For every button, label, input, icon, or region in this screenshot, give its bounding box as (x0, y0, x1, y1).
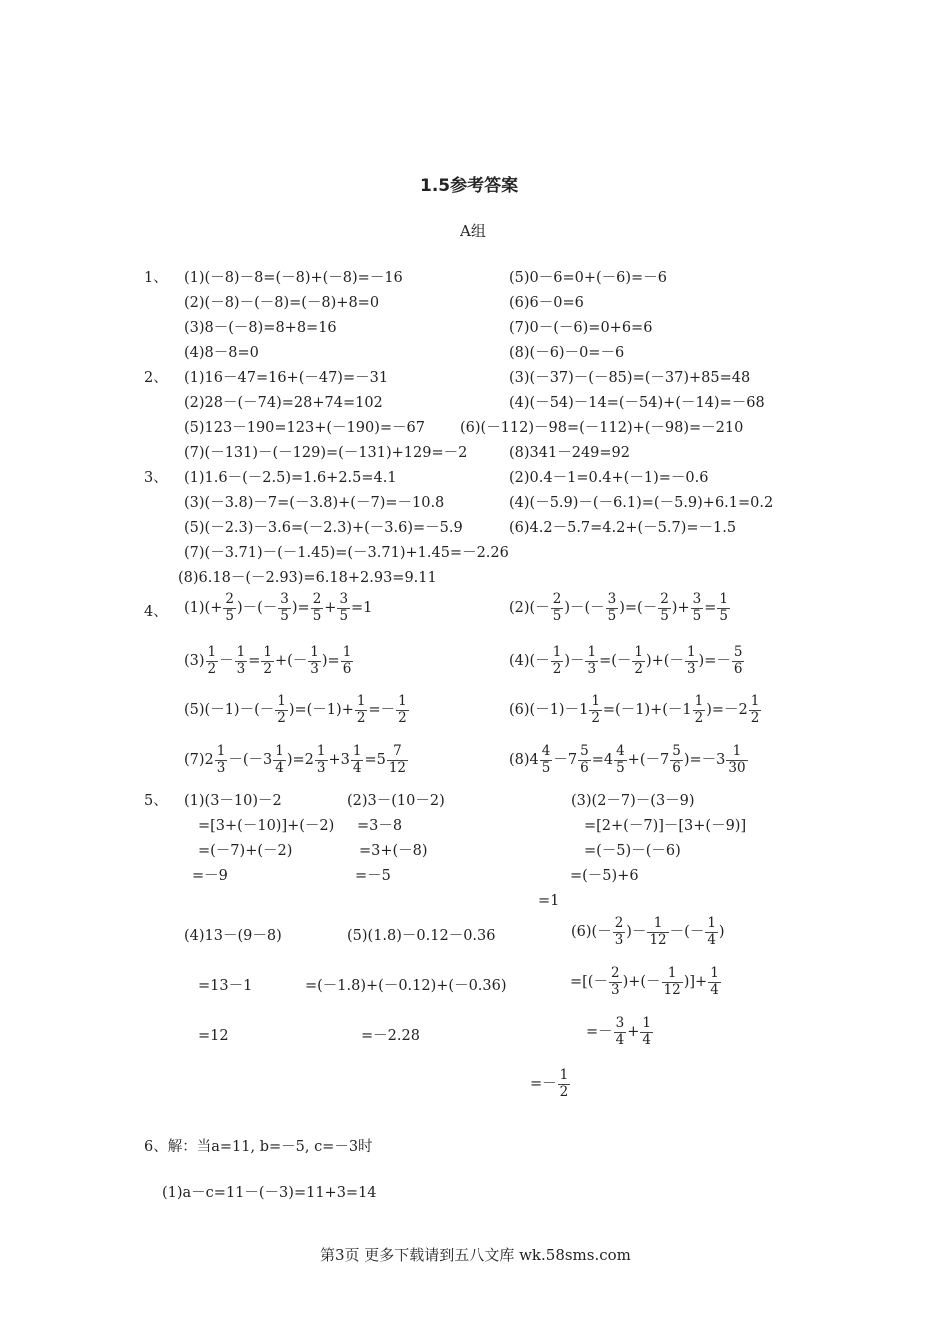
fraction: $\frac{1}{3}$ (216, 743, 226, 776)
q5-3-line-4: =(－5)+6 (570, 868, 639, 884)
q2-answer-4: (4)(－54)－14=(－54)+(－14)=－68 (509, 395, 765, 411)
fraction: $\frac{5}{6}$ (733, 644, 743, 677)
q1-answer-7: (7)0－(－6)=0+6=6 (509, 320, 653, 336)
q3-answer-5: (5)(－2.3)－3.6=(－2.3)+(－3.6)=－5.9 (184, 520, 463, 536)
q5-3-line-3: =(－5)－(－6) (584, 843, 681, 859)
fraction: $\frac{3}{5}$ (339, 591, 349, 624)
q4-answer-2: (2)(－ $\frac{2}{5}$ )－(－ $\frac{3}{5}$ )=(－ $\frac{2}{5}$ )+ $\frac{3}{5}$ = $\frac{1}{5}$ (509, 591, 728, 624)
fraction: $\frac{1}{2}$ (634, 644, 643, 677)
q3-answer-8: (8)6.18－(－2.93)=6.18+2.93=9.11 (178, 570, 437, 586)
q4-answer-4: (4)(－ $\frac{1}{2}$ )－ $\frac{1}{3}$ =(－ $\frac{1}{2}$ )+(－ $\frac{1}{3}$ )=－ $\frac{5}{6}$ (509, 644, 743, 677)
q6-line-1: 6、解：当a=11, b=－5, c=－3时 (144, 1139, 373, 1155)
q5-4-line-3: =12 (198, 1028, 229, 1044)
q5-6-line-3: =－ $\frac{3}{4}$ + $\frac{1}{4}$ (586, 1015, 651, 1048)
q1-number: 1、 (144, 270, 168, 286)
fraction: $\frac{1}{2}$ (694, 693, 704, 726)
q5-2-line-3: =3+(－8) (359, 843, 428, 859)
q2-answer-5: (5)123－190=123+(－190)=－67 (184, 420, 425, 436)
fraction: $\frac{1}{6}$ (342, 644, 352, 677)
fraction: $\frac{2}{5}$ (225, 591, 234, 624)
fraction: $\frac{2}{3}$ (610, 965, 620, 998)
fraction: $\frac{1}{4}$ (642, 1015, 651, 1048)
q2-number: 2、 (144, 370, 168, 386)
q3-answer-7: (7)(－3.71)－(－1.45)=(－3.71)+1.45=－2.26 (184, 545, 509, 561)
q2-answer-6: (6)(－112)－98=(－112)+(－98)=－210 (460, 420, 744, 436)
q5-4-line-2: =13－1 (198, 978, 253, 994)
q2-answer-2: (2)28－(－74)=28+74=102 (184, 395, 383, 411)
fraction: $\frac{3}{4}$ (615, 1015, 625, 1048)
q4-answer-7: (7)2 $\frac{1}{3}$ －(－3 $\frac{1}{4}$ )=2 $\frac{1}{3}$ +3 $\frac{1}{4}$ =5 $\frac{7}{12}$ (184, 743, 407, 776)
fraction: $\frac{1}{3}$ (587, 644, 597, 677)
fraction: $\frac{5}{6}$ (672, 743, 681, 776)
q1-answer-3: (3)8－(－8)=8+8=16 (184, 320, 337, 336)
fraction: $\frac{2}{5}$ (552, 591, 562, 624)
fraction: $\frac{1}{3}$ (316, 743, 326, 776)
q2-answer-7: (7)(－131)－(－129)=(－131)+129=－2 (184, 445, 468, 461)
q3-answer-6: (6)4.2－5.7=4.2+(－5.7)=－1.5 (509, 520, 737, 536)
fraction: $\frac{5}{6}$ (580, 743, 589, 776)
fraction: $\frac{1}{4}$ (710, 965, 719, 998)
q3-answer-4: (4)(－5.9)－(－6.1)=(－5.9)+6.1=0.2 (509, 495, 774, 511)
fraction: $\frac{1}{3}$ (686, 644, 696, 677)
q1-answer-4: (4)8－8=0 (184, 345, 259, 361)
fraction: $\frac{2}{5}$ (660, 591, 669, 624)
fraction: $\frac{3}{5}$ (280, 591, 289, 624)
q4-answer-6: (6)(－1)－1 $\frac{1}{2}$ =(－1)+(－1 $\frac{1}{2}$ )=－2 $\frac{1}{2}$ (509, 693, 760, 726)
fraction: $\frac{1}{3}$ (310, 644, 319, 677)
q5-6-line-2: =[(－ $\frac{2}{3}$ )+(－ $\frac{1}{12}$ )]+ $\frac{1}{4}$ (570, 965, 719, 998)
q1-answer-2: (2)(－8)－(－8)=(－8)+8=0 (184, 295, 380, 311)
fraction: $\frac{1}{2}$ (559, 1067, 569, 1100)
q5-5-line-3: =－2.28 (361, 1028, 420, 1044)
fraction: $\frac{1}{3}$ (236, 644, 246, 677)
fraction: $\frac{1}{2}$ (356, 693, 366, 726)
q3-answer-2: (2)0.4－1=0.4+(－1)=－0.6 (509, 470, 709, 486)
fraction: $\frac{1}{12}$ (649, 915, 667, 948)
q5-4-line-1: (4)13－(9－8) (184, 928, 282, 944)
fraction: $\frac{3}{5}$ (692, 591, 702, 624)
fraction: $\frac{2}{3}$ (614, 915, 624, 948)
fraction: $\frac{1}{2}$ (552, 644, 562, 677)
q5-1-line-4: =－9 (192, 868, 228, 884)
q2-answer-8: (8)341－249=92 (509, 445, 630, 461)
fraction: $\frac{1}{30}$ (728, 743, 746, 776)
q5-5-line-1: (5)(1.8)－0.12－0.36 (347, 928, 496, 944)
q5-5-line-2: =(－1.8)+(－0.12)+(－0.36) (305, 978, 507, 994)
q3-number: 3、 (144, 470, 168, 486)
fraction: $\frac{4}{5}$ (616, 743, 625, 776)
q4-answer-5: (5)(－1)－(－ $\frac{1}{2}$ )=(－1)+ $\frac{1}{2}$ =－ $\frac{1}{2}$ (184, 693, 407, 726)
q2-answer-3: (3)(－37)－(－85)=(－37)+85=48 (509, 370, 751, 386)
q5-6-line-4: =－ $\frac{1}{2}$ (530, 1067, 569, 1100)
fraction: $\frac{1}{4}$ (352, 743, 362, 776)
q1-answer-6: (6)6－0=6 (509, 295, 584, 311)
fraction: $\frac{1}{5}$ (719, 591, 728, 624)
fraction: $\frac{1}{2}$ (398, 693, 407, 726)
q6-line-2: (1)a－c=11－(－3)=11+3=14 (162, 1185, 377, 1201)
fraction: $\frac{4}{5}$ (541, 743, 551, 776)
q5-1-line-3: =(－7)+(－2) (198, 843, 293, 859)
q4-number: 4、 (144, 604, 168, 620)
fraction: $\frac{1}{2}$ (277, 693, 286, 726)
q5-3-line-2: =[2+(－7)]－[3+(－9)] (584, 818, 747, 834)
fraction: $\frac{2}{5}$ (312, 591, 322, 624)
q4-answer-1: (1)(+ $\frac{2}{5}$ )－(－ $\frac{3}{5}$ )= $\frac{2}{5}$ + $\frac{3}{5}$ =1 (184, 591, 373, 624)
fraction: $\frac{1}{2}$ (750, 693, 760, 726)
q3-answer-3: (3)(－3.8)－7=(－3.8)+(－7)=－10.8 (184, 495, 445, 511)
page-title: 1.5参考答案 (420, 176, 519, 196)
q2-answer-1: (1)16－47=16+(－47)=－31 (184, 370, 389, 386)
q1-answer-8: (8)(－6)－0=－6 (509, 345, 625, 361)
q5-2-line-1: (2)3－(10－2) (347, 793, 445, 809)
fraction: $\frac{1}{2}$ (591, 693, 600, 726)
fraction: $\frac{1}{4}$ (275, 743, 284, 776)
q5-3-line-5: =1 (538, 893, 560, 909)
fraction: $\frac{1}{2}$ (263, 644, 272, 677)
q5-6-line-1: (6)(－ $\frac{2}{3}$ )－ $\frac{1}{12}$ －(－ $\frac{1}{4}$ ) (571, 915, 725, 948)
q5-2-line-2: =3－8 (357, 818, 403, 834)
q5-number: 5、 (144, 793, 168, 809)
fraction: $\frac{1}{12}$ (663, 965, 681, 998)
fraction: $\frac{7}{12}$ (388, 743, 407, 776)
q5-3-line-1: (3)(2－7)－(3－9) (571, 793, 695, 809)
q4-answer-8: (8)4 $\frac{4}{5}$ －7 $\frac{5}{6}$ =4 $\frac{4}{5}$ +(－7 $\frac{5}{6}$ )=－3 $\frac{1}{30}$ (509, 743, 746, 776)
q5-1-line-1: (1)(3－10)－2 (184, 793, 282, 809)
q1-answer-5: (5)0－6=0+(－6)=－6 (509, 270, 667, 286)
fraction: $\frac{1}{4}$ (707, 915, 716, 948)
q3-answer-1: (1)1.6－(－2.5)=1.6+2.5=4.1 (184, 470, 397, 486)
q5-2-line-4: =－5 (355, 868, 391, 884)
fraction: $\frac{3}{5}$ (607, 591, 617, 624)
q5-1-line-2: =[3+(－10)]+(－2) (198, 818, 335, 834)
q4-answer-3: (3) $\frac{1}{2}$ － $\frac{1}{3}$ = $\frac{1}{2}$ +(－ $\frac{1}{3}$ )= $\frac{1}{6}$ (184, 644, 352, 677)
q1-answer-1: (1)(－8)－8=(－8)+(－8)=－16 (184, 270, 403, 286)
page-footer: 第3页 更多下载请到五八文库 wk.58sms.com (320, 1246, 631, 1264)
group-heading: A组 (460, 222, 486, 240)
fraction: $\frac{1}{2}$ (207, 644, 217, 677)
